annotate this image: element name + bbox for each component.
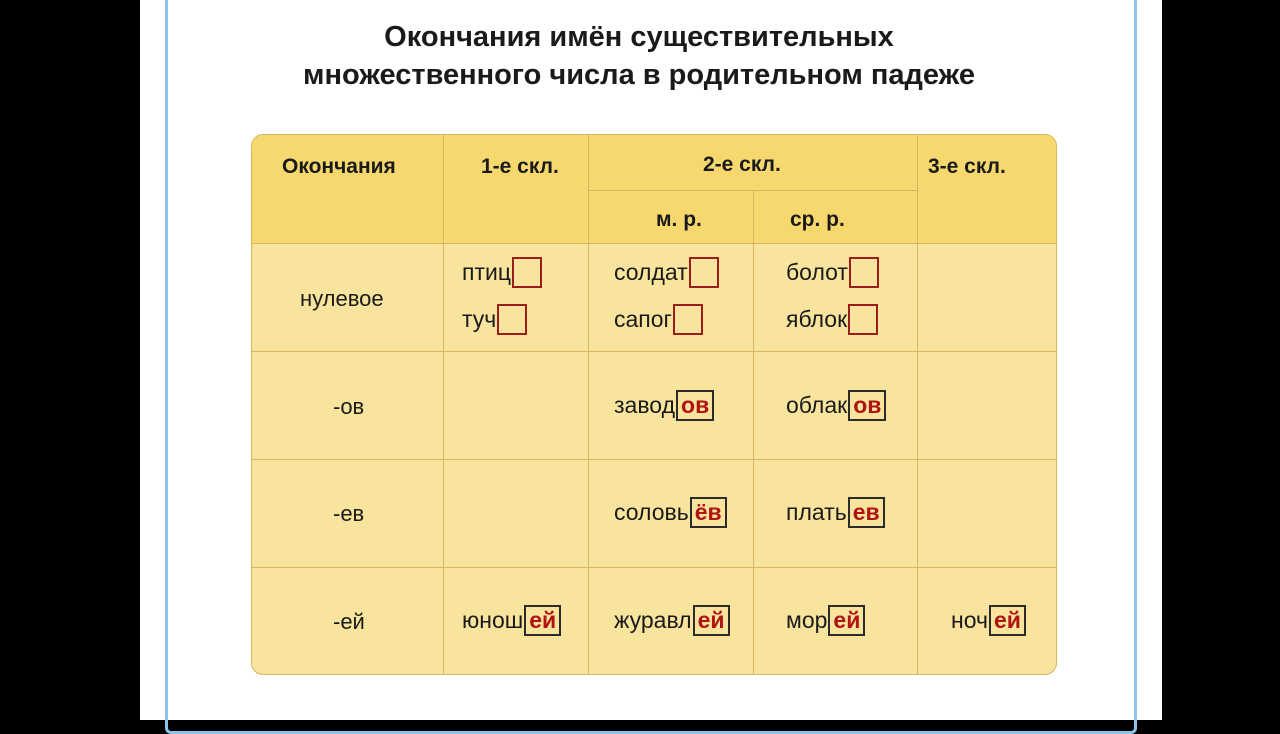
word-stem: болот	[786, 259, 848, 285]
word-stem: плать	[786, 499, 847, 525]
grid-line	[917, 135, 918, 675]
word-ending: ов	[848, 390, 886, 421]
word-item	[614, 605, 730, 636]
word-ending: ей	[693, 605, 730, 636]
header-decl3: 3-е скл.	[928, 155, 1006, 178]
word-stem: солдат	[614, 259, 688, 285]
word-item	[614, 497, 727, 528]
word-stem: юнош	[462, 607, 524, 633]
grid-line	[588, 190, 917, 191]
word-item	[951, 605, 1026, 636]
header-decl2-neut: ср. р.	[790, 208, 845, 231]
row-label-zero: нулевое	[300, 286, 384, 311]
word-stem: завод	[614, 392, 676, 418]
header-decl1: 1-е скл.	[481, 155, 559, 178]
title-line-2: множественного числа в родительном падеже	[303, 59, 975, 91]
word-ending: ей	[828, 605, 865, 636]
row-label-ov: -ов	[333, 394, 365, 419]
grid-line	[252, 351, 1057, 352]
word-stem: сапог	[614, 306, 672, 332]
word-item	[786, 390, 886, 421]
word-stem: птиц	[462, 259, 512, 285]
word-item	[614, 390, 714, 421]
word-stem: яблок	[786, 306, 848, 332]
empty-ending-box	[849, 257, 879, 288]
grid-line	[252, 567, 1057, 568]
empty-ending-box	[848, 304, 878, 335]
empty-ending-box	[689, 257, 719, 288]
word-item	[786, 605, 865, 636]
word-stem: туч	[462, 306, 497, 332]
title-line-1: Окончания имён существительных	[384, 21, 894, 53]
grid-line	[753, 190, 754, 675]
word-item	[786, 257, 879, 288]
grid-line	[588, 135, 589, 675]
word-item	[786, 497, 885, 528]
word-stem: соловь	[614, 499, 689, 525]
word-stem: облак	[786, 392, 848, 418]
header-endings: Окончания	[282, 155, 396, 178]
word-item	[462, 257, 542, 288]
word-item	[614, 257, 719, 288]
word-stem: мор	[786, 607, 828, 633]
word-ending: ов	[676, 390, 714, 421]
grid-line	[252, 243, 1057, 244]
grid-line	[252, 459, 1057, 460]
header-decl2-masc: м. р.	[656, 208, 702, 231]
word-item	[786, 304, 878, 335]
row-label-ev: -ев	[333, 501, 365, 526]
row-label-ey: -ей	[333, 609, 365, 634]
word-ending: ей	[524, 605, 561, 636]
page-title	[0, 18, 1280, 94]
word-stem: журавл	[614, 607, 692, 633]
header-decl2: 2-е скл.	[703, 153, 781, 176]
word-stem: ноч	[951, 607, 988, 633]
empty-ending-box	[512, 257, 542, 288]
word-item	[614, 304, 703, 335]
word-ending: ей	[989, 605, 1026, 636]
endings-table	[251, 134, 1057, 675]
word-item	[462, 605, 561, 636]
word-ending: ев	[848, 497, 885, 528]
grid-line	[443, 135, 444, 675]
word-item	[462, 304, 527, 335]
empty-ending-box	[497, 304, 527, 335]
empty-ending-box	[673, 304, 703, 335]
word-ending: ёв	[690, 497, 727, 528]
